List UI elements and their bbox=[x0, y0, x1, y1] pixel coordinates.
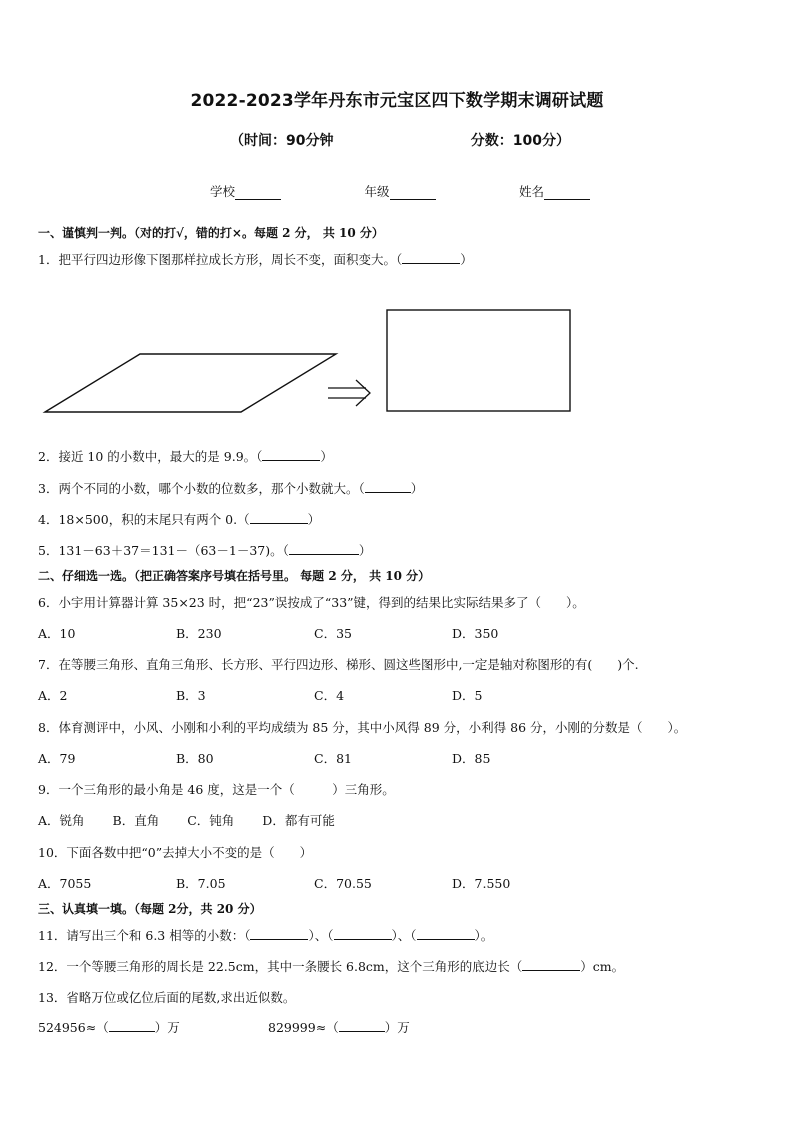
answer-blank-13a[interactable] bbox=[109, 1020, 155, 1032]
question-10: 10．下面各数中把“0”去掉大小不变的是（ ） bbox=[38, 845, 313, 860]
question-11 bbox=[38, 926, 493, 944]
answer-blank-11a[interactable] bbox=[250, 928, 308, 940]
score-label: 分数：100分） bbox=[470, 133, 570, 149]
question-4-text: 4．18×500，积的末尾只有两个 0.（ bbox=[38, 512, 250, 527]
separator: ）、（ bbox=[308, 928, 334, 943]
option-c[interactable]: C．70.55 bbox=[314, 876, 372, 891]
grade-label: 年级 bbox=[364, 184, 390, 199]
option-b[interactable]: B．80 bbox=[176, 751, 214, 766]
close-paren: ） bbox=[320, 449, 333, 464]
close-paren: ） bbox=[358, 543, 372, 558]
option-a[interactable]: A．7055 bbox=[38, 876, 92, 891]
question-12-text: 12．一个等腰三角形的周长是 22.5cm，其中一条腰长 6.8cm，这个三角形的底边长（ bbox=[38, 959, 523, 974]
option-a[interactable]: A．2 bbox=[38, 688, 68, 703]
question-2-text: 2．接近 10 的小数中，最大的是 9.9。（ bbox=[38, 449, 263, 464]
question-7: 7．在等腰三角形、直角三角形、长方形、平行四边形、梯形、圆这些图形中,一定是轴对称图形的有( )个. bbox=[38, 657, 639, 672]
approx-1-text: 524956≈（ bbox=[38, 1020, 109, 1035]
question-5 bbox=[38, 541, 371, 559]
answer-blank-11b[interactable] bbox=[334, 928, 392, 940]
question-12 bbox=[38, 957, 624, 975]
close-paren: ）。 bbox=[474, 928, 494, 943]
option-b[interactable]: B．7.05 bbox=[176, 876, 226, 891]
parallelogram-shape bbox=[45, 354, 336, 412]
option-d[interactable]: D．5 bbox=[452, 688, 483, 703]
double-arrow-icon bbox=[328, 380, 370, 406]
name-blank[interactable] bbox=[544, 187, 590, 200]
answer-blank-1[interactable] bbox=[402, 252, 460, 264]
question-11-text: 11．请写出三个和 6.3 相等的小数：（ bbox=[38, 928, 251, 943]
student-info bbox=[210, 182, 590, 200]
option-d[interactable]: D．85 bbox=[452, 751, 491, 766]
question-13: 13．省略万位或亿位后面的尾数,求出近似数。 bbox=[38, 990, 296, 1005]
option-b[interactable]: B．3 bbox=[176, 688, 206, 703]
question-7-options bbox=[38, 686, 598, 704]
parallelogram-to-rectangle-figure bbox=[40, 300, 580, 420]
option-a[interactable]: A．10 bbox=[38, 626, 76, 641]
approx-2-unit: ）万 bbox=[384, 1020, 410, 1035]
close-paren: ） bbox=[410, 481, 424, 496]
option-c[interactable]: C．钝角 bbox=[187, 813, 235, 828]
option-c[interactable]: C．81 bbox=[314, 751, 352, 766]
question-2 bbox=[38, 447, 333, 465]
option-d[interactable]: D．都有可能 bbox=[262, 813, 335, 828]
option-d[interactable]: D．7.550 bbox=[452, 876, 511, 891]
question-1-text: 1．把平行四边形像下图那样拉成长方形，周长不变，面积变大。（ bbox=[38, 252, 403, 267]
answer-blank-2[interactable] bbox=[262, 449, 320, 461]
question-6: 6．小宇用计算器计算 35×23 时，把“23”误按成了“33”键，得到的结果比实际结果多了（ ）。 bbox=[38, 595, 585, 610]
answer-blank-4[interactable] bbox=[250, 512, 308, 524]
question-8-options bbox=[38, 749, 598, 767]
answer-blank-12[interactable] bbox=[522, 959, 580, 971]
answer-blank-13b[interactable] bbox=[339, 1020, 385, 1032]
question-9: 9．一个三角形的最小角是 46 度，这是一个（ ）三角形。 bbox=[38, 782, 395, 797]
option-a[interactable]: A．79 bbox=[38, 751, 76, 766]
school-field[interactable] bbox=[210, 182, 281, 200]
question-9-options bbox=[38, 811, 598, 829]
answer-blank-5[interactable] bbox=[289, 543, 359, 555]
option-b[interactable]: B．230 bbox=[176, 626, 222, 641]
question-10-options bbox=[38, 874, 598, 892]
option-c[interactable]: C．35 bbox=[314, 626, 352, 641]
approx-item-1 bbox=[38, 1018, 180, 1036]
page-title: 2022-2023学年丹东市元宝区四下数学期末调研试题 bbox=[190, 91, 604, 111]
school-blank[interactable] bbox=[235, 187, 281, 200]
section-2-heading: 二、仔细选一选。（把正确答案序号填在括号里。 每题 2 分， 共 10 分） bbox=[38, 569, 431, 583]
question-6-options bbox=[38, 624, 598, 642]
question-1 bbox=[38, 250, 473, 268]
time-label: （时间：90分钟 bbox=[230, 133, 334, 149]
question-8: 8．体育测评中，小风、小刚和小利的平均成绩为 85 分，其中小风得 89 分，小利得 86 分，小刚的分数是（ ）。 bbox=[38, 720, 687, 735]
rectangle-shape bbox=[387, 310, 570, 411]
school-label: 学校 bbox=[210, 184, 236, 199]
option-b[interactable]: B．直角 bbox=[112, 813, 160, 828]
exam-subtitle bbox=[230, 130, 570, 150]
question-3-text: 3．两个不同的小数，哪个小数的位数多，那个小数就大。（ bbox=[38, 481, 365, 496]
name-field[interactable] bbox=[519, 182, 590, 200]
question-5-text: 5．131－63＋37＝131－（63－1－37)。（ bbox=[38, 543, 289, 558]
section-1-heading: 一、谨慎判一判。（对的打√，错的打×。每题 2 分， 共 10 分） bbox=[38, 226, 384, 240]
question-3 bbox=[38, 479, 423, 497]
question-4 bbox=[38, 510, 320, 528]
option-a[interactable]: A．锐角 bbox=[38, 813, 85, 828]
answer-blank-11c[interactable] bbox=[417, 928, 475, 940]
approx-item-2 bbox=[268, 1018, 410, 1036]
name-label: 姓名 bbox=[518, 184, 544, 199]
unit-suffix: ）cm。 bbox=[580, 959, 625, 974]
approx-2-text: 829999≈（ bbox=[268, 1020, 339, 1035]
grade-blank[interactable] bbox=[390, 187, 436, 200]
grade-field[interactable] bbox=[364, 182, 435, 200]
option-c[interactable]: C．4 bbox=[314, 688, 345, 703]
separator: ）、（ bbox=[391, 928, 417, 943]
close-paren: ） bbox=[460, 252, 473, 267]
close-paren: ） bbox=[307, 512, 321, 527]
option-d[interactable]: D．350 bbox=[452, 626, 499, 641]
answer-blank-3[interactable] bbox=[365, 481, 411, 493]
section-3-heading: 三、认真填一填。（每题 2分，共 20 分） bbox=[38, 902, 262, 916]
approx-1-unit: ）万 bbox=[154, 1020, 180, 1035]
